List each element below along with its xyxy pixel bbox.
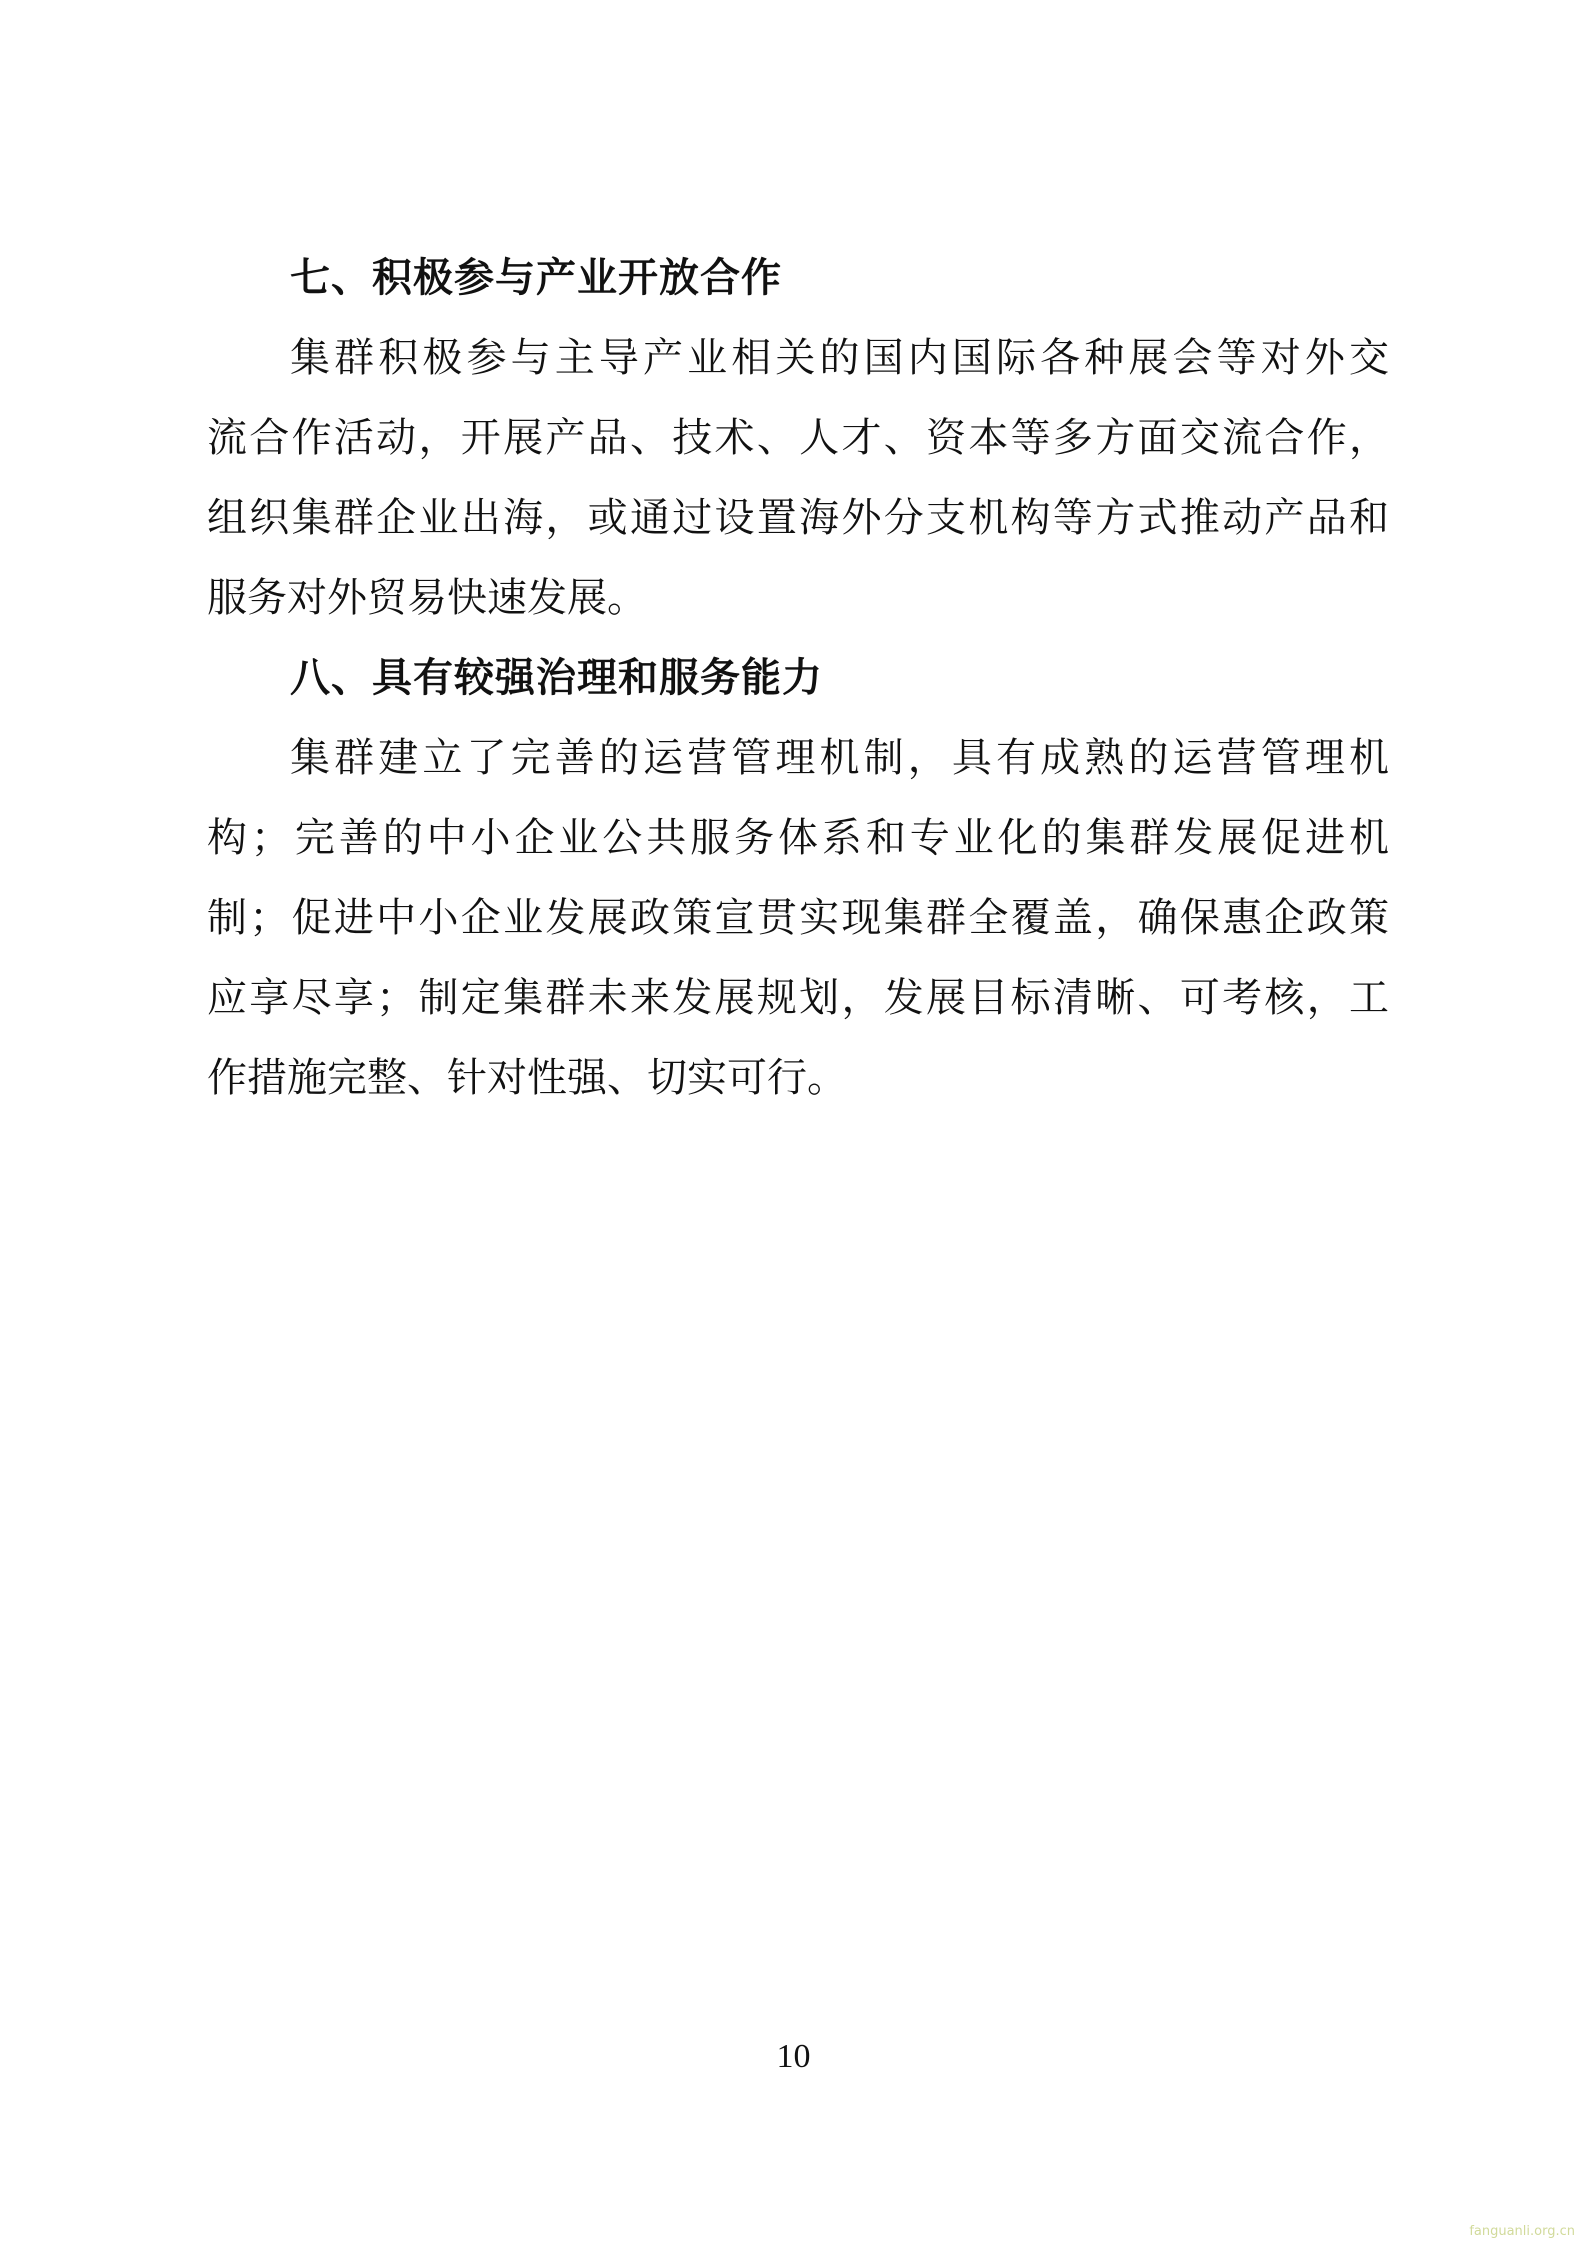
section-heading-8: 八、具有较强治理和服务能力 xyxy=(290,655,823,701)
watermark-text: fanguanli.org.cn xyxy=(1469,2224,1575,2239)
paragraph-line: 构；完善的中小企业公共服务体系和专业化的集群发展促进机 xyxy=(207,815,1389,861)
paragraph-line: 作措施完整、针对性强、切实可行。 xyxy=(207,1055,847,1101)
paragraph-line: 制；促进中小企业发展政策宣贯实现集群全覆盖，确保惠企政策 xyxy=(207,895,1389,941)
page-number: 10 xyxy=(776,2038,811,2075)
paragraph-line: 组织集群企业出海，或通过设置海外分支机构等方式推动产品和 xyxy=(207,495,1389,541)
paragraph-line: 流合作活动，开展产品、技术、人才、资本等多方面交流合作， xyxy=(207,415,1389,461)
paragraph-line: 集群积极参与主导产业相关的国内国际各种展会等对外交 xyxy=(290,335,1389,381)
section-heading-7: 七、积极参与产业开放合作 xyxy=(290,255,782,301)
paragraph-line: 应享尽享；制定集群未来发展规划，发展目标清晰、可考核，工 xyxy=(207,975,1389,1021)
paragraph-line: 集群建立了完善的运营管理机制，具有成熟的运营管理机 xyxy=(290,735,1389,781)
paragraph-line: 服务对外贸易快速发展。 xyxy=(207,575,647,621)
